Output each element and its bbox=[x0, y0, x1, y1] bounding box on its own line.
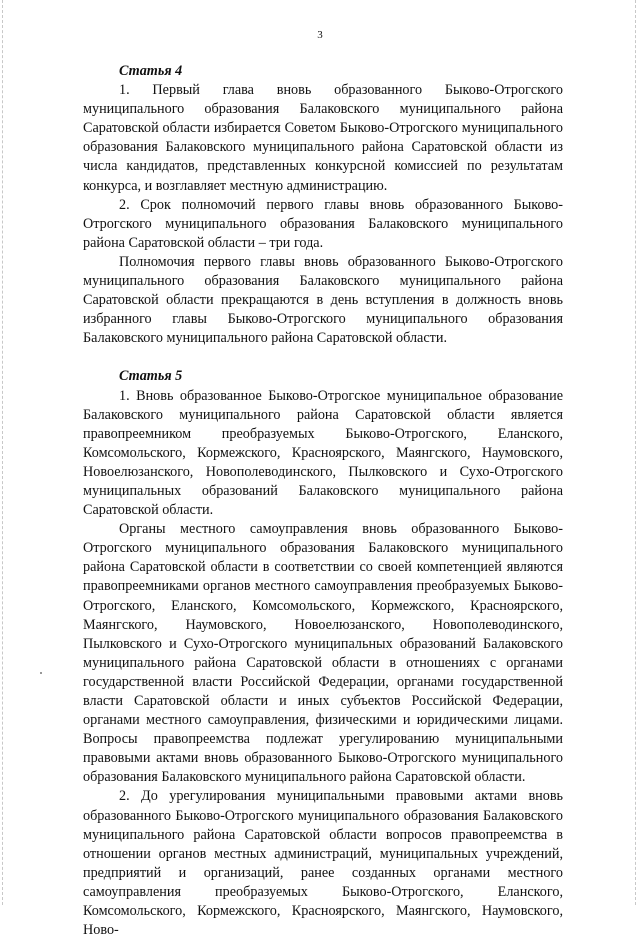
article-4-paragraph-3: Полномочия первого главы вновь образованного Быково-Отрогского муниципального образования Балаковского муниципального района Саратовской области прекращаются в день вступления в должность вновь избранного главы Быково-Отрогского муниципального образования Балаковского муниципального района Саратовской области. bbox=[83, 253, 563, 347]
scan-edge-left bbox=[2, 0, 3, 905]
article-5-paragraph-1: 1. Вновь образованное Быково-Отрогское муниципальное образование Балаковского муниципального района Саратовской области является правопреемником преобразуемых Быково-Отрогского, Еланского, Комсомольского, Кормежского, Красноярского, Маянгского, Наумовского, Новоелюзанского, Новополеводинского, Пылковского и Сухо-Отрогского муниципальных образований Балаковского муниципального района Саратовской области. bbox=[83, 387, 563, 519]
article-4 bbox=[83, 62, 563, 348]
article-5-paragraph-3: 2. До урегулирования муниципальными правовыми актами вновь образованного Быково-Отрогского муниципального образования Балаковского муниципального района Саратовской области вопросов правопреемства в отношении органов местных администраций, муниципальных учреждений, предприятий и организаций, ранее созданных органами местного самоуправления преобразуемых Быково-Отрогского, Еланского, Комсомольского, Кормежского, Красноярского, Маянгского, Наумовского, Ново- bbox=[83, 788, 563, 939]
page-number: 3 bbox=[317, 29, 323, 41]
article-5-heading: Статья 5 bbox=[119, 368, 183, 385]
article-4-paragraph-1: 1. Первый глава вновь образованного Быково-Отрогского муниципального образования Балаковского муниципального района Саратовской области избирается Советом Быково-Отрогского муниципального образования Балаковского муниципального района Саратовской области из числа кандидатов, представленных конкурсной комиссией по результатам конкурса, и возглавляет местную администрацию. bbox=[83, 82, 563, 194]
scan-edge-right bbox=[635, 0, 636, 905]
document-body bbox=[83, 62, 563, 940]
article-5 bbox=[83, 367, 563, 940]
scan-speck bbox=[40, 672, 42, 674]
section-spacer bbox=[83, 348, 563, 367]
article-4-paragraph-2: 2. Срок полномочий первого главы вновь образованного Быково-Отрогского муниципального образования Балаковского муниципального района Саратовской области – три года. bbox=[83, 196, 563, 251]
article-4-heading: Статья 4 bbox=[119, 63, 183, 79]
article-5-paragraph-2: Органы местного самоуправления вновь образованного Быково-Отрогского муниципального образования Балаковского муниципального района Саратовской области в соответствии со своей компетенцией являются правопреемниками органов местного самоуправления преобразуемых Быково-Отрогского, Еланского, Комсомольского, Кормежского, Красноярского, Маянгского, Наумовского, Новоелюзанского, Новополеводинского, Пылковского и Сухо-Отрогского муниципальных образований Балаковского муниципального района Саратовской области в отношениях с органами государственной власти Российской Федерации, органами государственной власти Саратовской области и иных субъектов Российской Федерации, органами местного самоуправления, физическими и юридическими лицами. Вопросы правопреемства подлежат урегулированию муниципальными правовыми актами вновь образованного Быково-Отрогского муниципального образования Балаковского муниципального района Саратовской области. bbox=[83, 521, 563, 786]
